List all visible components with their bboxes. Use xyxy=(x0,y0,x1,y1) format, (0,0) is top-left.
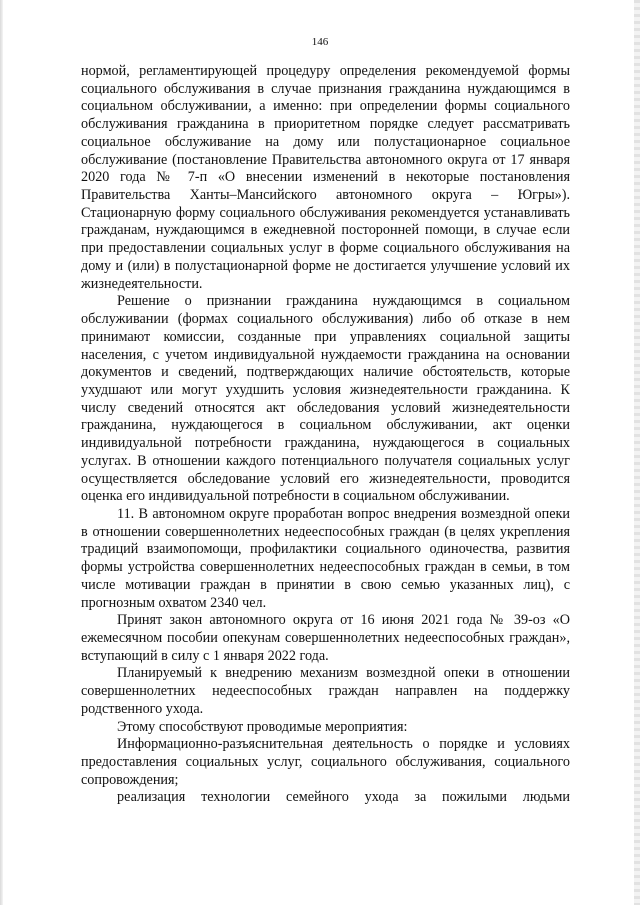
paragraph-family-care: реализация технологии семейного ухода за пожилыми людьми xyxy=(117,789,570,806)
page-number: 146 xyxy=(311,36,329,48)
paragraph-measures-intro: Этому способствуют проводимые мероприятия: xyxy=(117,718,408,735)
paragraph-planned-mechanism: Планируемый к внедрению механизм возмездной опеки в отношении совершеннолетних недееспособных граждан направлен на поддержку родственного ухода. xyxy=(81,665,570,717)
scan-edge-right xyxy=(634,0,640,905)
paragraph-law-adopted: Принят закон автономного округа от 16 июня 2021 года № 39-оз «О ежемесячном пособии опекунам совершеннолетних недееспособных граждан», вступающий в силу с 1 января 2022 года. xyxy=(81,612,570,664)
paragraph-info-activity: Информационно-разъяснительная деятельность о порядке и условиях предоставления социальных услуг, социального обслуживания, социального сопровождения; xyxy=(81,736,570,788)
document-body xyxy=(81,63,570,807)
paragraph-item-11: 11. В автономном округе проработан вопрос внедрения возмездной опеки в отношении совершеннолетних недееспособных граждан (в целях укрепления традиций взаимопомощи, профилактики социального одиночества, развития формы устройства совершеннолетних недееспособных граждан в семьи, в том числе мотивации граждан в принятии в свою семью указанных лиц), с прогнозным охватом 2340 чел. xyxy=(81,505,570,611)
paragraph-commission-decision: Решение о признании гражданина нуждающимся в социальном обслуживании (формах социального обслуживания) либо об отказе в нем принимают комиссии, созданные при управлениях социальной защиты населения, с учетом индивидуальной нуждаемости гражданина на основании документов и сведений, подтверждающих наличие обстоятельств, которые ухудшают или могут ухудшить условия жизнедеятельности гражданина. К числу сведений относятся акт обследования условий жизнедеятельности гражданина, нуждающегося в социальном обслуживании, акт оценки индивидуальной потребности гражданина, нуждающегося в социальных услугах. В отношении каждого потенциального получателя социальных услуг осуществляется обследование условий его жизнедеятельности, проводится оценка его индивидуальной потребности в социальном обслуживании. xyxy=(81,293,570,505)
scan-edge-left xyxy=(0,0,3,905)
paragraph-continuation: нормой, регламентирующей процедуру определения рекомендуемой формы социального обслуживания в случае признания гражданина нуждающимся в социальном обслуживании, а именно: при определении формы социального обслуживания гражданина в приоритетном порядке следует рассматривать социальное обслуживание на дому или полустационарное социальное обслуживание (постановление Правительства автономного округа от 17 января 2020 года № 7-п «О внесении изменений в некоторые постановления Правительства Ханты–Мансийского автономного округа – Югры»). Стационарную форму социального обслуживания рекомендуется устанавливать гражданам, нуждающимся в ежедневной посторонней помощи, в случае если при предоставлении социальных услуг в форме социального обслуживания на дому и (или) в полустационарной форме не достигается улучшение условий их жизнедеятельности. xyxy=(81,63,570,292)
